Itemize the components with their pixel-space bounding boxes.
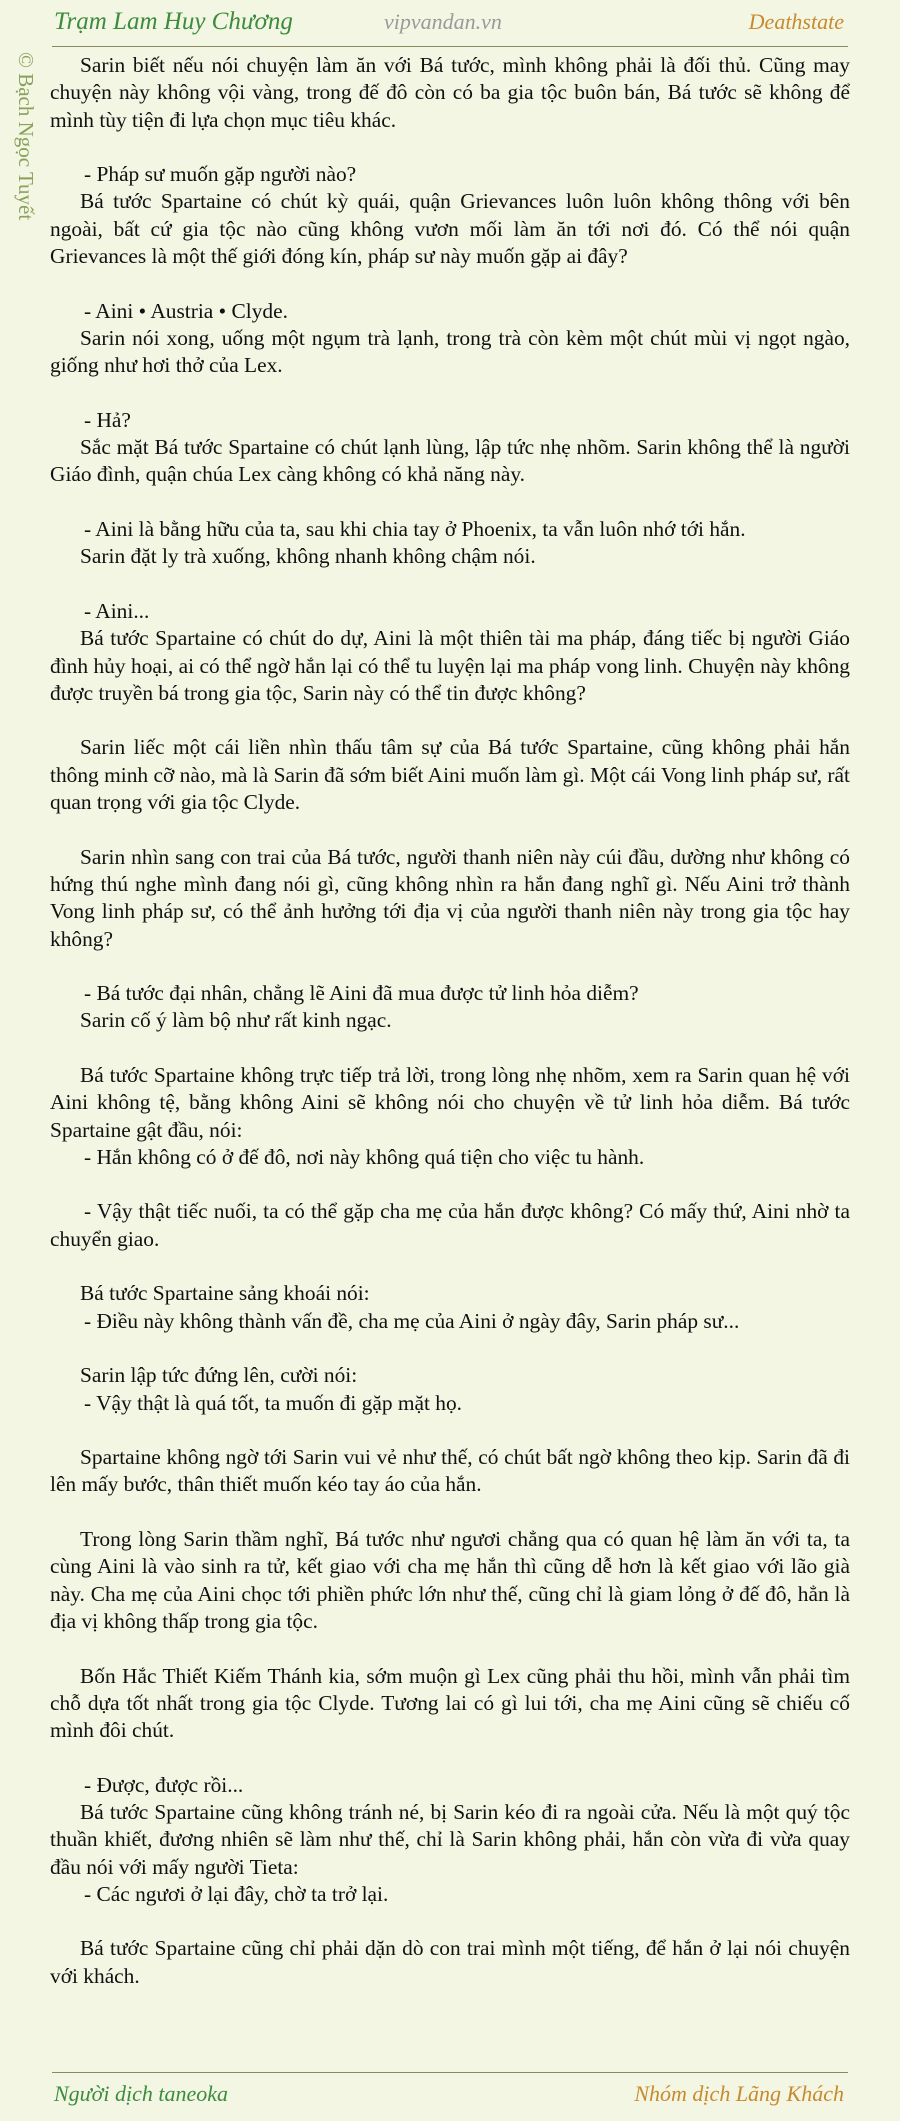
paragraph-gap <box>50 571 850 598</box>
narration-paragraph: Sarin cố ý làm bộ như rất kinh ngạc. <box>80 1008 392 1033</box>
paragraph-gap <box>50 270 850 297</box>
dialogue-line: - Các ngươi ở lại đây, chờ ta trở lại. <box>84 1881 389 1906</box>
paragraph-gap <box>50 134 850 161</box>
paragraph-gap <box>50 1744 850 1771</box>
dialogue-line: - Vậy thật tiếc nuối, ta có thể gặp cha mẹ của hắn được không? Có mấy thứ, Aini nhờ ta chuyển giao. <box>50 1199 850 1251</box>
page-header <box>52 0 848 47</box>
narration-paragraph: Sarin liếc một cái liền nhìn thấu tâm sự của Bá tước Spartaine, cũng không phải hắn thông minh cỡ nào, mà là Sarin đã sớm biết Aini muốn làm gì. Một cái Vong linh pháp sư, rất quan trọng với gia tộc Clyde. <box>50 735 850 815</box>
paragraph-gap <box>50 816 850 843</box>
narration-paragraph: Bốn Hắc Thiết Kiếm Thánh kia, sớm muộn gì Lex cũng phải thu hồi, mình vẫn phải tìm chỗ dựa tốt nhất trong gia tộc Clyde. Tương lai có gì lui tới, cha mẹ Aini cũng sẽ chiếu cố mình đôi chút. <box>50 1663 850 1743</box>
narration-paragraph: Bá tước Spartaine không trực tiếp trả lời, trong lòng nhẹ nhõm, xem ra Sarin quan hệ với Aini không tệ, bằng không Aini sẽ không nói cho chuyện về tử linh hỏa diễm. Bá tước Spartaine gật đầu, nói: <box>50 1062 850 1142</box>
narration-paragraph: Bá tước Spartaine có chút kỳ quái, quận Grievances luôn luôn không thông với bên ngoài, bất cứ gia tộc nào cũng không vươn mối làm ăn tới nơi đó. Có thể nói quận Grievances là một thế giới đóng kín, pháp sư này muốn gặp ai đây? <box>50 189 850 269</box>
paragraph-gap <box>50 1908 850 1935</box>
paragraph-gap <box>50 1253 850 1280</box>
dialogue-line: - Pháp sư muốn gặp người nào? <box>84 162 357 187</box>
dialogue-line: - Hắn không có ở đế đô, nơi này không quá tiện cho việc tu hành. <box>84 1144 645 1169</box>
paragraph-gap <box>50 489 850 516</box>
narration-paragraph: Sarin đặt ly trà xuống, không nhanh không chậm nói. <box>80 544 536 569</box>
side-watermark <box>10 52 40 262</box>
narration-paragraph: Sarin biết nếu nói chuyện làm ăn với Bá tước, mình không phải là đối thủ. Cũng may chuyện này không vội vàng, trong đế đô còn có ba gia tộc buôn bán, Bá tước sẽ không để mình tùy tiện đi lựa chọn mục tiêu khác. <box>50 53 850 132</box>
paragraph-gap <box>50 1635 850 1662</box>
narration-paragraph: Bá tước Spartaine sảng khoái nói: <box>80 1281 370 1306</box>
chapter-body <box>50 52 850 1990</box>
paragraph-gap <box>50 953 850 980</box>
dialogue-line: - Bá tước đại nhân, chẳng lẽ Aini đã mua được tử linh hỏa diễm? <box>84 981 639 1006</box>
dialogue-line: - Được, được rồi... <box>84 1772 244 1797</box>
dialogue-line: - Aini là bằng hữu của ta, sau khi chia tay ở Phoenix, ta vẫn luôn nhớ tới hắn. <box>84 517 746 542</box>
paragraph-gap <box>50 1417 850 1444</box>
paragraph-gap <box>50 380 850 407</box>
footer-group: Nhóm dịch Lãng Khách <box>634 2081 844 2106</box>
page-footer <box>52 2072 848 2121</box>
paragraph-gap <box>50 1335 850 1362</box>
copyright-text: © Bạch Ngọc Tuyết <box>14 52 38 221</box>
narration-paragraph: Spartaine không ngờ tới Sarin vui vẻ như thế, có chút bất ngờ không theo kịp. Sarin đã đi lên mấy bước, thân thiết muốn kéo tay áo của hắn. <box>50 1445 850 1497</box>
footer-translator: Người dịch taneoka <box>54 2081 229 2106</box>
header-book-title: Deathstate <box>748 9 844 34</box>
paragraph-gap <box>50 1171 850 1198</box>
narration-paragraph: Trong lòng Sarin thầm nghĩ, Bá tước như ngươi chẳng qua có quan hệ làm ăn với ta, ta cùng Aini là vào sinh ra tử, kết giao với cha mẹ hắn thì cũng dễ hơn là kết giao với lão già này. Cha mẹ của Aini chọc tới phiền phức lớn như thế, cũng chỉ là giam lỏng ở đế đô, hẳn là địa vị không thấp trong gia tộc. <box>50 1527 850 1633</box>
narration-paragraph: Sarin nhìn sang con trai của Bá tước, người thanh niên này cúi đầu, dường như không có hứng thú nghe mình đang nói gì, cũng không nhìn ra hắn đang nghĩ gì. Nếu Aini trở thành Vong linh pháp sư, có thể ảnh hưởng tới địa vị của người thanh niên này trong gia tộc hay không? <box>50 844 850 951</box>
narration-paragraph: Sắc mặt Bá tước Spartaine có chút lạnh lùng, lập tức nhẹ nhõm. Sarin không thể là người Giáo đình, quận chúa Lex càng không có khả năng này. <box>50 435 850 487</box>
header-site-title: Trạm Lam Huy Chương <box>54 8 293 35</box>
narration-paragraph: Sarin nói xong, uống một ngụm trà lạnh, trong trà còn kèm một chút mùi vị ngọt ngào, giống như hơi thở của Lex. <box>50 325 850 378</box>
narration-paragraph: Bá tước Spartaine có chút do dự, Aini là một thiên tài ma pháp, đáng tiếc bị người Giáo đình hủy hoại, ai có thể ngờ hắn lại có thể tu luyện lại ma pháp vong linh. Chuyện này không được truyền bá trong gia tộc, Sarin này có thể tin được không? <box>50 626 850 705</box>
narration-paragraph: Bá tước Spartaine cũng chỉ phải dặn dò con trai mình một tiếng, để hắn ở lại nói chuyện với khách. <box>50 1936 850 1988</box>
dialogue-line: - Vậy thật là quá tốt, ta muốn đi gặp mặt họ. <box>84 1390 463 1415</box>
dialogue-line: - Hả? <box>84 407 131 432</box>
dialogue-line: - Aini... <box>84 598 150 623</box>
narration-paragraph: Bá tước Spartaine cũng không tránh né, bị Sarin kéo đi ra ngoài cửa. Nếu là một quý tộc thuần khiết, đương nhiên sẽ làm như thế, chỉ là Sarin không phải, hắn còn vừa đi vừa quay đầu nói với mấy người Tieta: <box>50 1800 850 1879</box>
header-website: vipvandan.vn <box>384 9 502 34</box>
paragraph-gap <box>50 1035 850 1062</box>
dialogue-line: - Aini • Austria • Clyde. <box>84 298 288 323</box>
narration-paragraph: Sarin lập tức đứng lên, cười nói: <box>80 1363 358 1388</box>
dialogue-line: - Điều này không thành vấn đề, cha mẹ của Aini ở ngày đây, Sarin pháp sư... <box>84 1308 740 1333</box>
paragraph-gap <box>50 1499 850 1526</box>
paragraph-gap <box>50 707 850 734</box>
